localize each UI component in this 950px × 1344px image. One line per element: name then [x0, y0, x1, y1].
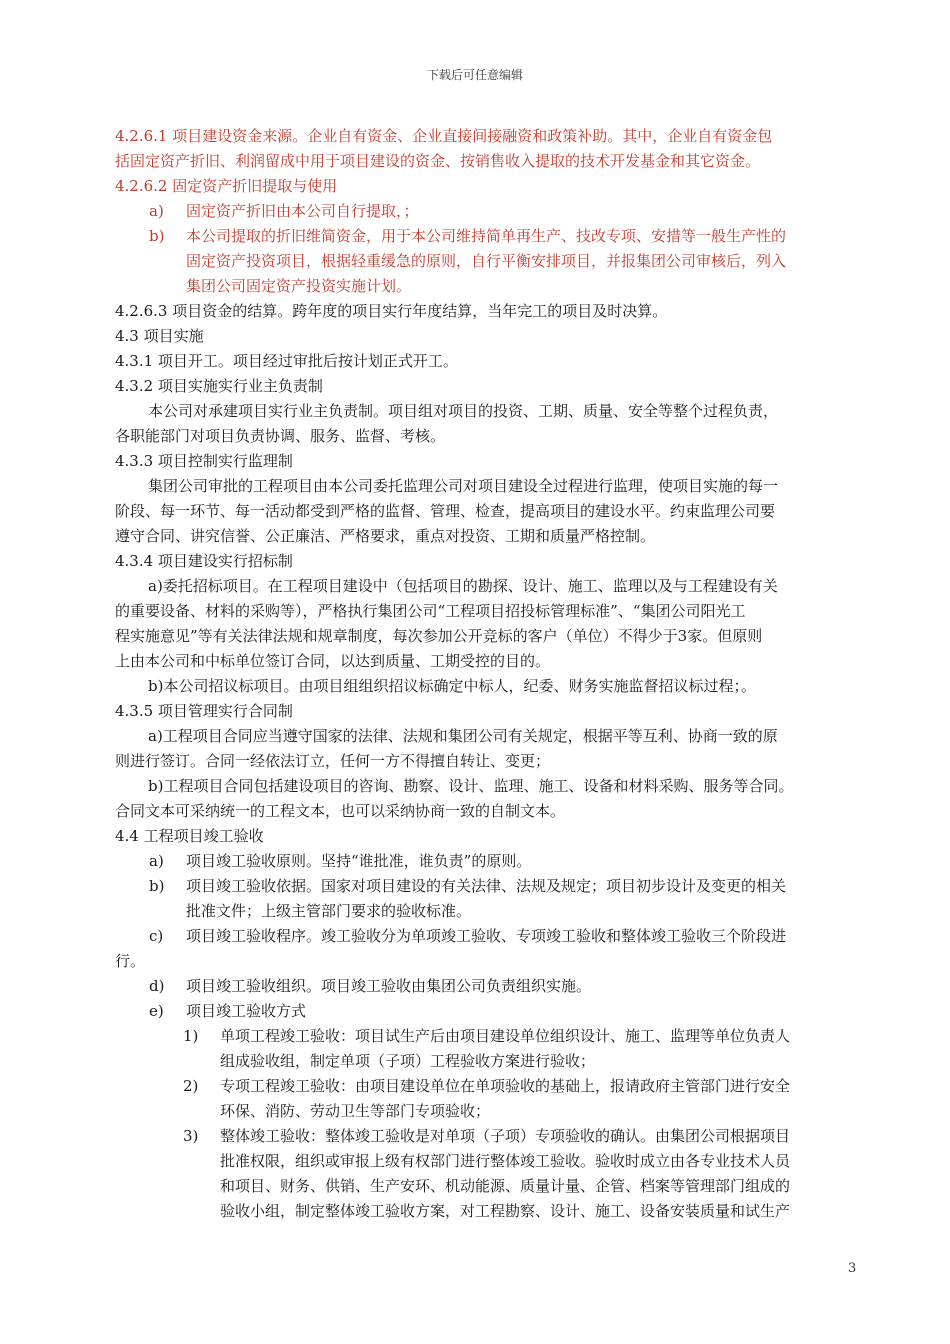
paragraph: 集团公司审批的工程项目由本公司委托监理公司对项目建设全过程进行监理，使项目实施的每一: [148, 477, 779, 495]
paragraph-cont: 上由本公司和中标单位签订合同，以达到质量、工期受控的目的。: [115, 652, 551, 670]
list-label: 1): [183, 1027, 199, 1045]
list-text: 本公司提取的折旧维简资金，用于本公司维持简单再生产、技改专项、安措等一般生产性的: [186, 227, 787, 245]
list-label: a): [149, 852, 164, 870]
list-text: 项目竣工验收方式: [186, 1002, 307, 1020]
page-header: 下载后可任意编辑: [426, 68, 523, 82]
clause-4-2-6-3: 4.2.6.3 项目资金的结算。跨年度的项目实行年度结算，当年完工的项目及时决算。: [115, 302, 668, 320]
paragraph: 本公司对承建项目实行业主负责制。项目组对项目的投资、工期、质量、安全等整个过程负责，: [148, 402, 779, 420]
list-item-b: [115, 874, 863, 899]
list-item-d: [115, 974, 863, 999]
clause-4-2-6-1: 4.2.6.1 项目建设资金来源。企业自有资金、企业直接间接融资和政策补助。其中，企业自有资金包: [115, 127, 773, 145]
section-4-4-heading: 4.4 工程项目竣工验收: [115, 827, 264, 845]
sublist-item-1: [115, 1024, 863, 1049]
sublist-item-2-cont: 环保、消防、劳动卫生等部门专项验收；: [220, 1102, 491, 1120]
paragraph-cont: 合同文本可采纳统一的工程文本，也可以采纳协商一致的自制文本。: [115, 802, 566, 820]
sublist-item-3: [115, 1124, 863, 1149]
list-item-b: [115, 224, 863, 249]
list-item-a: [115, 199, 863, 224]
list-label: e): [149, 1002, 164, 1020]
clause-4-3-4-heading: 4.3.4 项目建设实行招标制: [115, 552, 293, 570]
list-text: 固定资产折旧由本公司自行提取，；: [186, 202, 419, 220]
list-text: 项目竣工验收原则。坚持“谁批准，谁负责”的原则。: [186, 852, 532, 870]
clause-4-2-6-1-cont: 括固定资产折旧、利润留成中用于项目建设的资金、按销售收入提取的技术开发基金和其它资金。: [115, 152, 761, 170]
list-item-c: [115, 924, 863, 949]
list-label: d): [149, 977, 165, 995]
paragraph-cont: 遵守合同、讲究信誉、公正廉洁、严格要求，重点对投资、工期和质量严格控制。: [115, 527, 656, 545]
paragraph-cont: 各职能部门对项目负责协调、服务、监督、考核。: [115, 427, 446, 445]
list-item-e: [115, 999, 863, 1024]
list-text: 整体竣工验收：整体竣工验收是对单项（子项）专项验收的确认。由集团公司根据项目: [220, 1127, 791, 1145]
paragraph: a)委托招标项目。在工程项目建设中（包括项目的勘探、设计、施工、监理以及与工程建设有关: [148, 577, 778, 595]
list-text: 项目竣工验收组织。项目竣工验收由集团公司负责组织实施。: [186, 977, 592, 995]
page-number: 3: [848, 1261, 857, 1276]
list-label: 3): [183, 1127, 199, 1145]
paragraph-cont: 阶段、每一环节、每一活动都受到严格的监督、管理、检查，提高项目的建设水平。约束监理公司要: [115, 502, 776, 520]
clause-4-3-2-heading: 4.3.2 项目实施实行业主负责制: [115, 377, 323, 395]
paragraph-cont: 的重要设备、材料的采购等），严格执行集团公司“工程项目招投标管理标准”、“集团公司阳光工: [115, 602, 746, 620]
clause-4-3-1: 4.3.1 项目开工。项目经过审批后按计划正式开工。: [115, 352, 458, 370]
list-item-b-cont: 批准文件；上级主管部门要求的验收标准。: [186, 902, 472, 920]
section-4-3-heading: 4.3 项目实施: [115, 327, 204, 345]
list-item-a: [115, 849, 863, 874]
clause-4-3-5-heading: 4.3.5 项目管理实行合同制: [115, 702, 293, 720]
document-body: [115, 124, 863, 1224]
paragraph: a)工程项目合同应当遵守国家的法律、法规和集团公司有关规定，根据平等互利、协商一致的原: [148, 727, 778, 745]
clause-4-3-3-heading: 4.3.3 项目控制实行监理制: [115, 452, 293, 470]
list-item-b-cont: 集团公司固定资产投资实施计划。: [186, 277, 412, 295]
list-text: 项目竣工验收程序。竣工验收分为单项竣工验收、专项竣工验收和整体竣工验收三个阶段进: [186, 927, 787, 945]
sublist-item-2: [115, 1074, 863, 1099]
paragraph: b)工程项目合同包括建设项目的咨询、勘察、设计、监理、施工、设备和材料采购、服务等合同。: [148, 777, 794, 795]
sublist-item-3-cont: 和项目、财务、供销、生产安环、机动能源、质量计量、企管、档案等管理部门组成的: [220, 1177, 791, 1195]
list-label: b): [149, 227, 165, 245]
list-text: 项目竣工验收依据。国家对项目建设的有关法律、法规及规定；项目初步设计及变更的相关: [186, 877, 787, 895]
list-item-c-cont: 行。: [115, 952, 146, 970]
paragraph-cont: 则进行签订。合同一经依法订立，任何一方不得擅自转让、变更；: [115, 752, 551, 770]
list-label: a): [149, 202, 164, 220]
list-text: 专项工程竣工验收：由项目建设单位在单项验收的基础上，报请政府主管部门进行安全: [220, 1077, 791, 1095]
list-label: b): [149, 877, 165, 895]
list-label: c): [149, 927, 164, 945]
sublist-item-1-cont: 组成验收组，制定单项（子项）工程验收方案进行验收；: [220, 1052, 596, 1070]
list-label: 2): [183, 1077, 199, 1095]
sublist-item-3-cont: 验收小组，制定整体竣工验收方案，对工程勘察、设计、施工、设备安装质量和试生产: [220, 1202, 791, 1220]
sublist-item-3-cont: 批准权限，组织或审报上级有权部门进行整体竣工验收。验收时成立由各专业技术人员: [220, 1152, 791, 1170]
list-text: 单项工程竣工验收：项目试生产后由项目建设单位组织设计、施工、监理等单位负责人: [220, 1027, 791, 1045]
list-item-b-cont: 固定资产投资项目，根据轻重缓急的原则，自行平衡安排项目，并报集团公司审核后，列入: [186, 252, 787, 270]
paragraph: b)本公司招议标项目。由项目组组织招议标确定中标人，纪委、财务实施监督招议标过程；。: [148, 677, 756, 695]
paragraph-cont: 程实施意见”等有关法律法规和规章制度，每次参加公开竞标的客户（单位）不得少于3家。但原则: [115, 627, 763, 645]
clause-4-2-6-2-heading: 4.2.6.2 固定资产折旧提取与使用: [115, 177, 338, 195]
